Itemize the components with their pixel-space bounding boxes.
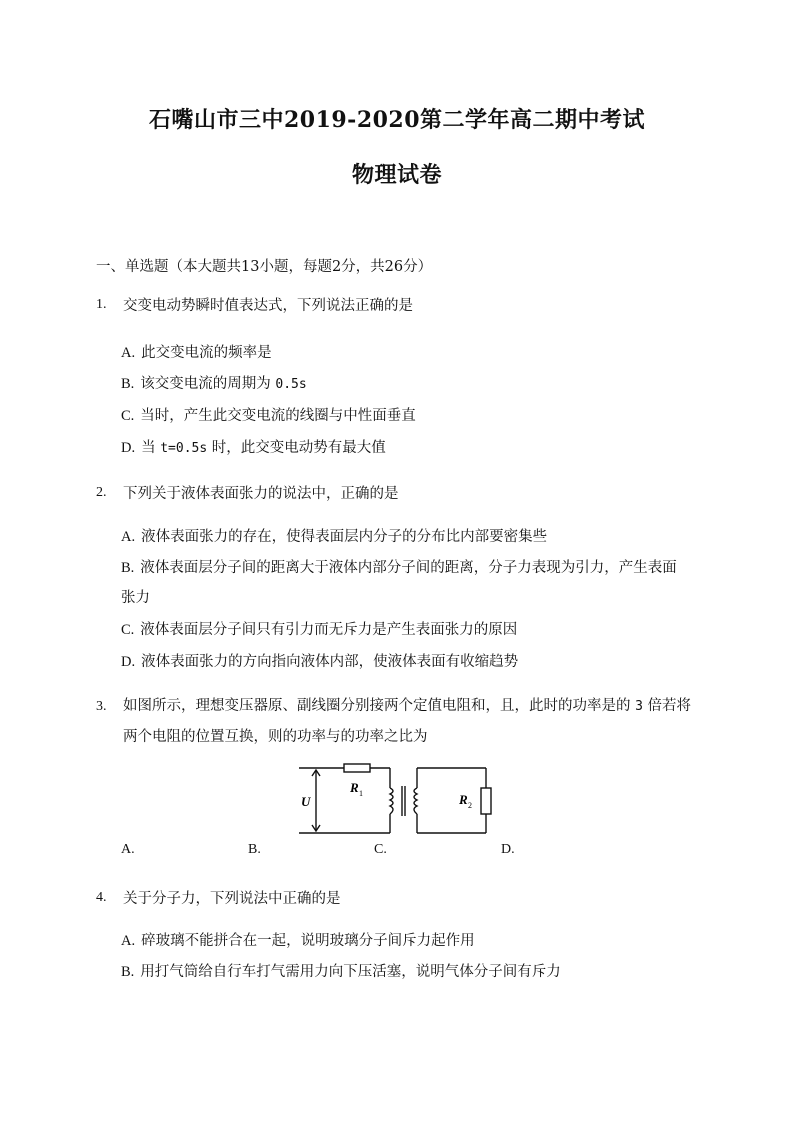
option-text-end: 时，此交变电动势有最大值 [211, 440, 386, 456]
option-text: 液体表面层分子间只有引力而无斥力是产生表面张力的原因 [140, 622, 518, 638]
option-label: A. [121, 345, 136, 361]
option-label: C. [121, 408, 135, 424]
option-label: A. [121, 933, 136, 949]
question-stem: 关于分子力，下列说法中正确的是 [123, 891, 341, 907]
q4-option-b [121, 957, 711, 987]
section-heading: 一、单选题（本大题共13小题，每题2分，共26分） [96, 259, 433, 275]
q2-option-d [121, 647, 711, 677]
option-text: 该交变电流的周期为 [140, 376, 271, 392]
q3-option-a: A. [121, 842, 135, 857]
question-stem-end: 倍若将两个电阻的位置互换，则的功率与的功率之比为 [123, 698, 692, 745]
q2-option-c [121, 615, 711, 645]
question-stem-text: 如图所示，理想变压器原、副线圈分别接两个定值电阻和，且，此时的功率是的 [123, 698, 631, 714]
option-label: B. [121, 376, 135, 392]
option-text: 当 [141, 440, 156, 456]
resistor-r1-shape [344, 764, 370, 772]
r2-label: R [459, 792, 468, 807]
option-text: 液体表面层分子间的距离大于液体内部分子间的距离，分子力表现为引力，产生表面张力 [121, 560, 677, 606]
option-label: D. [121, 440, 136, 456]
option-text: 碎玻璃不能拼合在一起，说明玻璃分子间斥力起作用 [141, 933, 475, 949]
option-label: B. [121, 560, 135, 576]
question-number: 1. [96, 297, 107, 312]
q2-option-a [121, 522, 711, 552]
q1-option-c [121, 401, 711, 431]
q1-option-d [121, 433, 711, 464]
q3-option-b: B. [248, 842, 261, 857]
option-text: 此交变电流的频率是 [141, 345, 272, 361]
question-stem [123, 691, 703, 752]
exam-title: 石嘴山市三中2019-2020第二学年高二期中考试 [148, 107, 646, 133]
q3-option-c: C. [374, 842, 387, 857]
option-label: A. [121, 529, 136, 545]
option-label: D. [121, 654, 136, 670]
transformer-circuit-diagram [296, 762, 496, 838]
option-text: 液体表面张力的方向指向液体内部，使液体表面有收缩趋势 [141, 654, 519, 670]
option-label: B. [121, 964, 135, 980]
question-number: 3. [96, 699, 107, 714]
voltage-label: U [301, 794, 311, 809]
exam-subtitle: 物理试卷 [351, 162, 442, 188]
q1-option-a [121, 338, 711, 368]
question-stem: 下列关于液体表面张力的说法中，正确的是 [123, 486, 399, 502]
r1-label: R [350, 780, 359, 795]
question-stem: 交变电动势瞬时值表达式，下列说法正确的是 [123, 298, 413, 314]
question-stem-number: 3 [635, 699, 643, 714]
r2-subscript: 2 [468, 801, 472, 810]
resistor-r2-shape [481, 788, 491, 814]
q2-option-b [121, 553, 691, 613]
q3-option-d: D. [501, 842, 515, 857]
option-label: C. [121, 622, 135, 638]
option-text: 当时，产生此交变电流的线圈与中性面垂直 [140, 408, 416, 424]
question-number: 2. [96, 485, 107, 500]
option-value: 0.5s [275, 377, 307, 392]
q1-option-b [121, 369, 711, 400]
question-number: 4. [96, 890, 107, 905]
r1-subscript: 1 [359, 789, 363, 798]
option-text: 用打气筒给自行车打气需用力向下压活塞，说明气体分子间有斥力 [140, 964, 561, 980]
option-value: t=0.5s [160, 441, 208, 456]
q4-option-a [121, 926, 711, 956]
option-text: 液体表面张力的存在，使得表面层内分子的分布比内部要密集些 [141, 529, 548, 545]
